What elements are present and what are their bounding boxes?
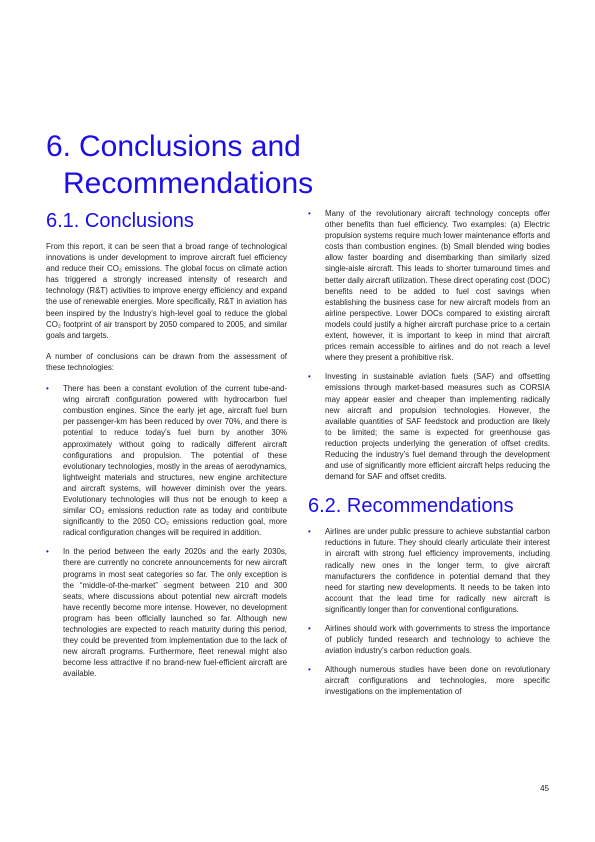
chapter-title <box>46 128 546 202</box>
list-item <box>308 208 550 363</box>
list-item <box>308 371 550 482</box>
list-item <box>46 383 287 538</box>
bullet-icon: • <box>308 372 311 382</box>
bullet-icon: • <box>308 209 311 218</box>
right-column <box>308 208 550 706</box>
chapter-number: 6. <box>46 130 72 163</box>
bullet-icon: • <box>308 527 311 537</box>
list-item <box>308 664 550 697</box>
bullet-icon: • <box>46 384 49 394</box>
chapter-title-line-2: Recommendations <box>63 167 314 200</box>
section-heading-conclusions: 6.1. Conclusions <box>46 210 194 232</box>
intro-paragraph: From this report, it can be seen that a broad range of technological innovations is under development to improve aircraft fuel efficiency and reduce their CO₂ emissions. The global focus on climate action has triggered a strongly increased intensity of research and technology (R&T) activities to improve energy efficiency and expand the use of renewable energies. More specifically, R&T in aviation has been inspired by the Industry’s high-level goal to reduce the global CO₂ footprint of air transport by 2050 compared to 2005, and similar goals and targets. <box>46 242 287 340</box>
list-item <box>308 623 550 656</box>
list-item-text: Airlines should work with governments to stress the importance of publicly funded research and technology to achieve the aviation industry’s carbon reduction goals. <box>325 624 550 656</box>
list-item-text: Although numerous studies have been done on revolutionary aircraft configurations and technologies, more specific investigations on the implementation of <box>325 665 550 697</box>
conclusions-list <box>46 383 287 679</box>
list-item <box>46 546 287 679</box>
list-item-text: In the period between the early 2020s and the early 2030s, there are currently no concrete announcements for new aircraft programs in most seat categories so far. The only exception is the “middle-of-the-market” segment between 210 and 300 seats, where discussions about potential new aircraft models have recently become more intense. However, no development program has been officially launched so far. Although new technologies are expected to reach maturity during this period, they could be prevented from implementation due to the lack of new aircraft programs. Furthermore, fleet renewal might also become less attractive if no brand-new fuel-efficient aircraft are available. <box>63 547 287 679</box>
left-column <box>46 208 287 687</box>
bullet-icon: • <box>46 547 49 557</box>
list-item-text: Investing in sustainable aviation fuels (SAF) and offsetting emissions through market-based measures such as CORSIA may appear easier and cheaper than implementing radically new aircraft and propulsion technologies. However, the available quantities of SAF feedstock and production are likely to be limited; the same is expected for greenhouse gas reduction projects underlying the generation of offset credits. Reducing the industry’s fuel demand through the development and use of significantly more efficient aircraft helps reducing the demand for SAF and offset credits. <box>325 372 550 482</box>
recommendations-list <box>308 526 550 697</box>
list-item-text: Airlines are under public pressure to achieve substantial carbon reductions in future. They should clearly articulate their interest in aircraft with strong fuel efficiency improvements, including radically new ones in the longer term, to give aircraft manufacturers the confidence in potential demand that they need for starting new developments. It needs to be taken into account that the lead time for radically new aircraft is significantly longer than for conventional configurations. <box>325 527 550 614</box>
chapter-title-line-1: Conclusions and <box>79 130 301 163</box>
section-heading-recommendations: 6.2. Recommendations <box>308 495 514 518</box>
list-item-text: There has been a constant evolution of the current tube-and-wing aircraft configuration powered with hydrocarbon fuel combustion engines. Since the early jet age, aircraft fuel burn per passenger-km has been reduced by over 70%, and there is potential to reduce today’s fuel burn by another 30% approximately without going to radically different aircraft configurations and propulsion. The potential of these evolutionary technologies, mostly in the areas of aerodynamics, lightweight materials and structures, new engine architecture and aircraft systems, will however diminish over the years. Evolutionary technologies will thus not be enough to keep a similar CO₂ emissions reduction rate as today and contribute significantly to the 2050 CO₂ emissions reduction goal, more radical configuration changes will be required in addition. <box>63 384 287 538</box>
page-number: 45 <box>540 784 549 793</box>
bullet-icon: • <box>308 624 311 633</box>
assessment-paragraph: A number of conclusions can be drawn from the assessment of these technologies: <box>46 351 287 372</box>
conclusions-list-continued <box>308 208 550 482</box>
list-item-text: Many of the revolutionary aircraft technology concepts offer other benefits than fuel efficiency. Two examples: (a) Electric propulsion systems require much lower maintenance efforts and costs than combustion engines. (b) Small blended wing bodies allow faster boarding and disembarking than similarly sized single-aisle aircraft. This leads to shorter turnaround times and better daily aircraft utilization. These direct operating cost (DOC) benefits need to be added to fuel cost savings when establishing the business case for new aircraft models from an airline perspective. Lower DOCs compared to existing aircraft models could justify a higher aircraft purchase price to a certain extent, however, it is important to keep in mind that aircraft prices remain accessible to airlines and do not reach a level where they present a prohibitive risk. <box>325 209 550 363</box>
list-item <box>308 526 550 615</box>
bullet-icon: • <box>308 665 311 675</box>
